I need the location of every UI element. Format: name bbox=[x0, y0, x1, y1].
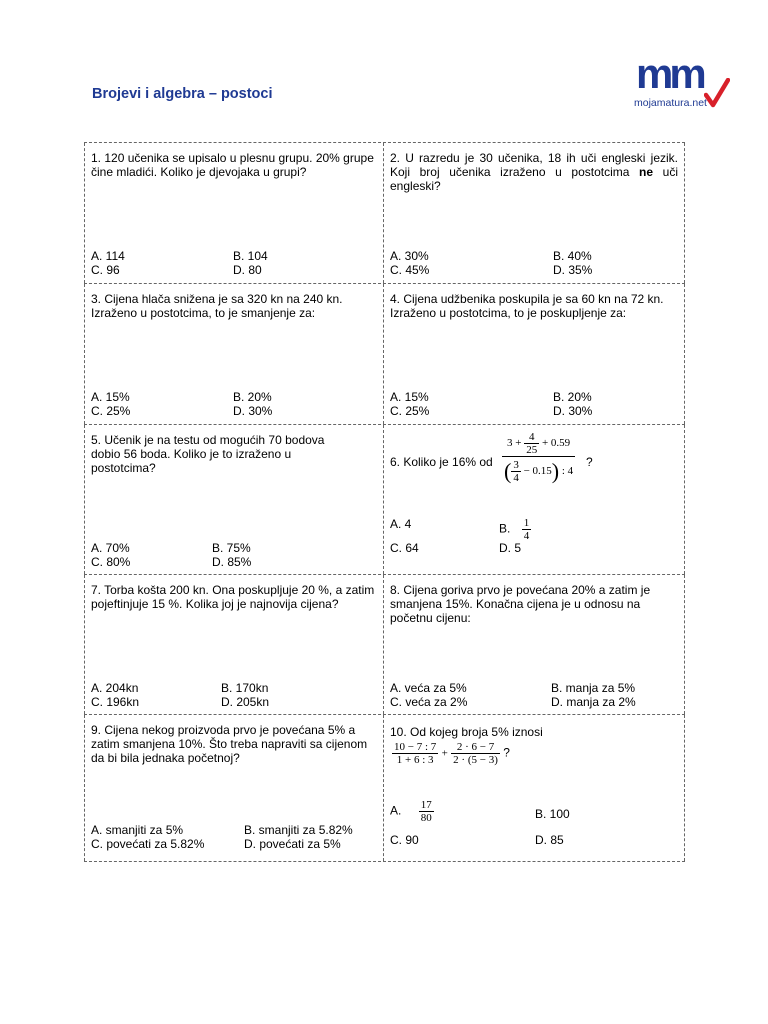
question-3-text: 3. Cijena hlača snižena je sa 320 kn na 240 kn. Izraženo u postotcima, to je smanjenje za: bbox=[91, 292, 343, 320]
q6-main-fraction bbox=[502, 431, 575, 484]
q7-option-b: B. 170kn bbox=[221, 681, 269, 695]
q6-num-fn: 4 bbox=[524, 431, 539, 444]
q2-text-part: 2. U razredu je 30 učenika, 18 ih uči engleski jezik. Koji broj učenika izraženo u postotcima bbox=[390, 151, 678, 179]
mojamatura-logo bbox=[632, 50, 736, 114]
question-4-text: 4. Cijena udžbenika poskupila je sa 60 kn na 72 kn. Izraženo u postotcima, to je poskupljenje za: bbox=[390, 292, 664, 320]
q8-option-b: B. manja za 5% bbox=[551, 681, 636, 695]
q6-option-d: D. 5 bbox=[499, 541, 522, 555]
question-5 bbox=[84, 425, 383, 574]
q2-option-a: A. 30% bbox=[390, 249, 429, 263]
q10-fraction-1 bbox=[392, 741, 438, 766]
q7-option-a: A. 204kn bbox=[91, 681, 139, 695]
q5-option-b: B. 75% bbox=[212, 541, 251, 555]
q2-text-end: uči engleski? bbox=[390, 165, 678, 193]
q1-option-a: A. 114 bbox=[91, 249, 125, 263]
q5-option-d: D. 85% bbox=[212, 555, 252, 569]
question-3 bbox=[84, 284, 383, 424]
q6-den-fraction bbox=[511, 459, 521, 484]
q10-fraction-2 bbox=[451, 741, 500, 766]
q8-option-a: A. veća za 5% bbox=[390, 681, 467, 695]
question-8-text: 8. Cijena goriva prvo je povećana 20% a zatim je smanjena 15%. Konačna cijena je u odnosu na početnu cijenu: bbox=[390, 583, 651, 625]
q10-f2-den: 2 · (5 − 3) bbox=[453, 754, 498, 766]
question-7-text: 7. Torba košta 200 kn. Ona poskupljuje 20 %, a zatim pojeftinjuje 15 %. Kolika joj je najnovija cijena? bbox=[91, 583, 375, 611]
q3-option-d: D. 30% bbox=[233, 404, 273, 418]
q4-option-d: D. 30% bbox=[553, 404, 593, 418]
question-6-text: 6. Koliko je 16% od bbox=[390, 455, 493, 469]
q2-option-d: D. 35% bbox=[553, 263, 593, 277]
question-9 bbox=[84, 715, 383, 861]
question-8 bbox=[383, 575, 685, 714]
q9-option-c: C. povećati za 5.82% bbox=[91, 837, 205, 851]
q6-num-rest: + 0.59 bbox=[541, 437, 571, 450]
q3-option-b: B. 20% bbox=[233, 390, 272, 404]
q10-f1-num: 10 − 7 : 7 bbox=[394, 741, 437, 753]
q10-option-b: B. 100 bbox=[535, 807, 570, 821]
q6-question-mark: ? bbox=[586, 455, 593, 469]
q1-option-d: D. 80 bbox=[233, 263, 262, 277]
q10-f1-den: 1 + 6 : 3 bbox=[396, 754, 434, 766]
question-2-text bbox=[390, 151, 678, 193]
q7-option-c: C. 196kn bbox=[91, 695, 140, 709]
question-2 bbox=[383, 143, 685, 283]
q5-option-a: A. 70% bbox=[91, 541, 130, 555]
q2-option-c: C. 45% bbox=[390, 263, 430, 277]
q6-num-fraction bbox=[524, 431, 539, 456]
q6-den-fn: 3 bbox=[513, 459, 519, 471]
q6-denominator: ( $\frac{3}{4}$ − 0.15) : 4 bbox=[504, 458, 574, 484]
question-row-2 bbox=[84, 284, 685, 425]
q6-den-fd: 4 bbox=[513, 472, 519, 484]
q6-option-b-fraction bbox=[522, 517, 532, 542]
q9-option-a: A. smanjiti za 5% bbox=[91, 823, 184, 837]
q4-option-a: A. 15% bbox=[390, 390, 429, 404]
q10-a-den: 80 bbox=[420, 812, 432, 824]
question-4 bbox=[383, 284, 685, 424]
q10-option-c: C. 90 bbox=[390, 833, 419, 847]
q8-option-d: D. manja za 2% bbox=[551, 695, 636, 709]
question-row-3 bbox=[84, 425, 685, 575]
q6-num-term: 3 + bbox=[507, 437, 522, 450]
q6-expression bbox=[502, 431, 575, 484]
q9-option-d: D. povećati za 5% bbox=[244, 837, 341, 851]
question-1 bbox=[84, 143, 383, 283]
question-row-5 bbox=[84, 715, 685, 862]
question-7 bbox=[84, 575, 383, 714]
q10-f2-num: 2 · 6 − 7 bbox=[451, 741, 500, 754]
q6-numerator bbox=[502, 431, 575, 457]
q7-option-d: D. 205kn bbox=[221, 695, 270, 709]
question-6 bbox=[383, 425, 685, 574]
q1-option-b: B. 104 bbox=[233, 249, 268, 263]
q10-option-d: D. 85 bbox=[535, 833, 564, 847]
page-title: Brojevi i algebra – postoci bbox=[92, 86, 273, 102]
checkmark-icon bbox=[704, 78, 730, 108]
q2-emphasis: ne bbox=[639, 165, 654, 179]
q6-option-b bbox=[499, 517, 531, 542]
q5-option-c: C. 80% bbox=[91, 555, 131, 569]
question-10 bbox=[383, 715, 685, 861]
q10-plus: + bbox=[441, 747, 448, 760]
question-grid bbox=[84, 142, 685, 862]
q6-b-den: 4 bbox=[523, 530, 530, 542]
question-row-1 bbox=[84, 142, 685, 284]
q10-question-mark: ? bbox=[503, 745, 510, 760]
q4-option-b: B. 20% bbox=[553, 390, 592, 404]
q6-option-a: A. 4 bbox=[390, 517, 412, 531]
question-9-text: 9. Cijena nekog proizvoda prvo je povećana 5% a zatim smanjena 10%. Što treba napraviti sa cijenom da bi bila jednaka početnoj? bbox=[91, 723, 368, 765]
q2-option-b: B. 40% bbox=[553, 249, 592, 263]
q3-option-c: C. 25% bbox=[91, 404, 131, 418]
q6-option-b-label: B. bbox=[499, 521, 511, 536]
q3-option-a: A. 15% bbox=[91, 390, 130, 404]
q10-option-a bbox=[390, 799, 434, 824]
question-5-text: 5. Učenik je na testu od mogućih 70 bodova dobio 56 boda. Koliko je to izraženo u postotcima? bbox=[91, 433, 325, 475]
q6-option-c: C. 64 bbox=[390, 541, 419, 555]
logo-site: mojamatura.net bbox=[634, 97, 707, 109]
q9-option-b: B. smanjiti za 5.82% bbox=[244, 823, 353, 837]
q10-a-num: 17 bbox=[420, 799, 432, 811]
question-row-4 bbox=[84, 575, 685, 715]
question-1-text: 1. 120 učenika se upisalo u plesnu grupu. 20% grupe čine mladići. Koliko je djevojaka u grupi? bbox=[91, 151, 374, 179]
q10-expression bbox=[392, 741, 510, 766]
q6-num-fd: 25 bbox=[526, 444, 538, 456]
q4-option-c: C. 25% bbox=[390, 404, 430, 418]
q10-option-a-fraction bbox=[419, 799, 434, 824]
q6-den-term: − 0.15 bbox=[523, 465, 552, 478]
q1-option-c: C. 96 bbox=[91, 263, 120, 277]
q8-option-c: C. veća za 2% bbox=[390, 695, 468, 709]
q6-den-div: : 4 bbox=[561, 465, 574, 478]
q10-option-a-label: A. bbox=[390, 803, 402, 818]
logo-mark: mm bbox=[636, 50, 703, 97]
question-10-text: 10. Od kojeg broja 5% iznosi bbox=[390, 725, 543, 739]
q6-b-num: 1 bbox=[523, 517, 530, 529]
